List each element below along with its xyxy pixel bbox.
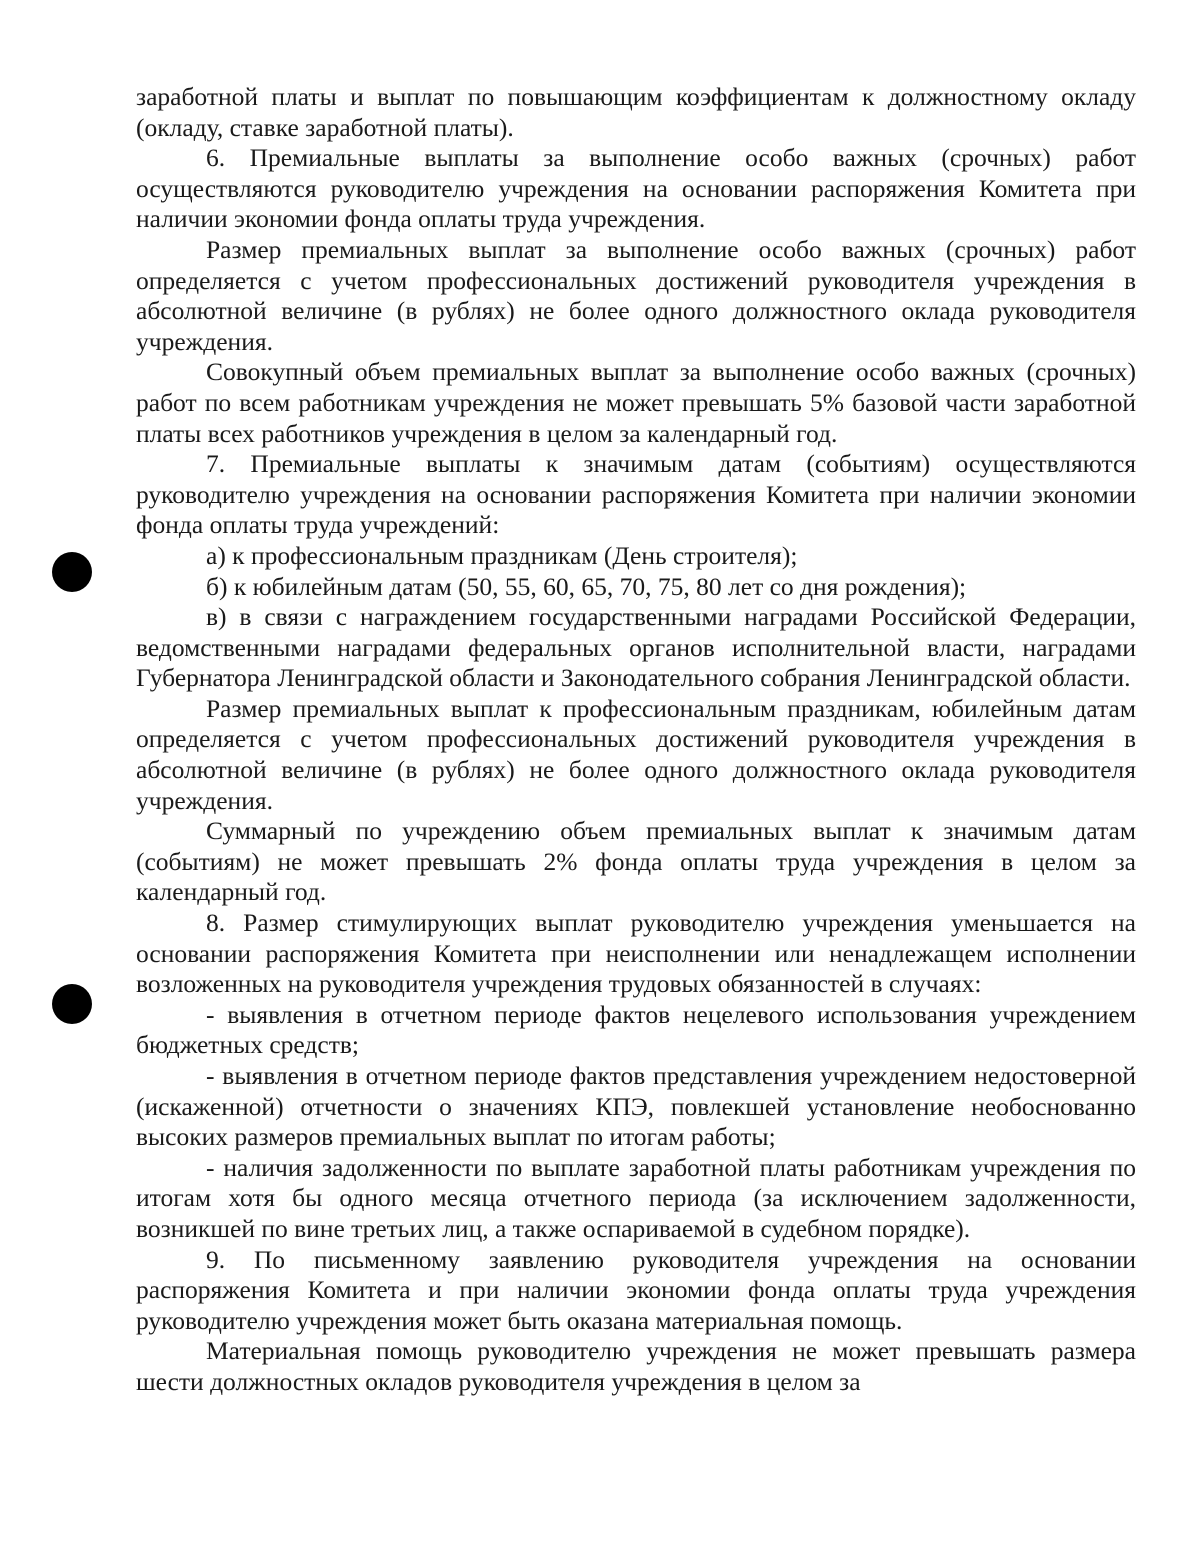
paragraph: Совокупный объем премиальных выплат за выполнение особо важных (срочных) работ по всем работникам учреждения не может превышать 5% базовой части заработной платы всех работников учреждения в целом за календарный год.	[136, 357, 1136, 448]
paragraph-item-8: 8. Размер стимулирующих выплат руководителю учреждения уменьшается на основании распоряжения Комитета при неисполнении или ненадлежащем исполнении возложенных на руководителя учреждения трудовых обязанностей в случаях:	[136, 908, 1136, 999]
paragraph-item-7: 7. Премиальные выплаты к значимым датам (событиям) осуществляются руководителю учреждения на основании распоряжения Комитета при наличии экономии фонда оплаты труда учреждений:	[136, 449, 1136, 540]
paragraph-item-6: 6. Премиальные выплаты за выполнение особо важных (срочных) работ осуществляются руководителю учреждения на основании распоряжения Комитета при наличии экономии фонда оплаты труда учреждения.	[136, 143, 1136, 234]
list-item: - выявления в отчетном периоде фактов нецелевого использования учреждением бюджетных средств;	[136, 999, 1136, 1060]
paragraph: Материальная помощь руководителю учреждения не может превышать размера шести должностных окладов руководителя учреждения в целом за	[136, 1336, 1136, 1396]
punch-hole-mark	[52, 984, 92, 1024]
list-item: а) к профессиональным праздникам (День строителя);	[206, 540, 798, 570]
list-item: - выявления в отчетном периоде фактов представления учреждением недостоверной (искаженной) отчетности о значениях КПЭ, повлекшей установление необоснованно высоких размеров премиальных выплат по итогам работы;	[136, 1061, 1136, 1152]
document-body	[136, 82, 1136, 1398]
paragraph: Суммарный по учреждению объем премиальных выплат к значимым датам (событиям) не может превышать 2% фонда оплаты труда учреждения в целом за календарный год.	[136, 816, 1136, 907]
list-item: - наличия задолженности по выплате заработной платы работникам учреждения по итогам хотя бы одного месяца отчетного периода (за исключением задолженности, возникшей по вине третьих лиц, а также оспариваемой в судебном порядке).	[136, 1152, 1136, 1243]
paragraph: Размер премиальных выплат к профессиональным праздникам, юбилейным датам определяется с учетом профессиональных достижений руководителя учреждения в абсолютной величине (в рублях) не более одного должностного оклада руководителя учреждения.	[136, 693, 1136, 815]
paragraph-continuation: заработной платы и выплат по повышающим коэффициентам к должностному окладу (окладу, ставке заработной платы).	[136, 82, 1136, 142]
paragraph-item-9: 9. По письменному заявлению руководителя учреждения на основании распоряжения Комитета и при наличии экономии фонда оплаты труда учреждения руководителю учреждения может быть оказана материальная помощь.	[136, 1244, 1136, 1335]
punch-hole-mark	[52, 552, 92, 592]
list-item: в) в связи с награждением государственными наградами Российской Федерации, ведомственными наградами федеральных органов исполнительной власти, наградами Губернатора Ленинградской области и Законодательного собрания Ленинградской области.	[136, 602, 1136, 693]
paragraph: Размер премиальных выплат за выполнение особо важных (срочных) работ определяется с учетом профессиональных достижений руководителя учреждения в абсолютной величине (в рублях) не более одного должностного оклада руководителя учреждения.	[136, 234, 1136, 356]
list-item: б) к юбилейным датам (50, 55, 60, 65, 70, 75, 80 лет со дня рождения);	[206, 571, 967, 601]
